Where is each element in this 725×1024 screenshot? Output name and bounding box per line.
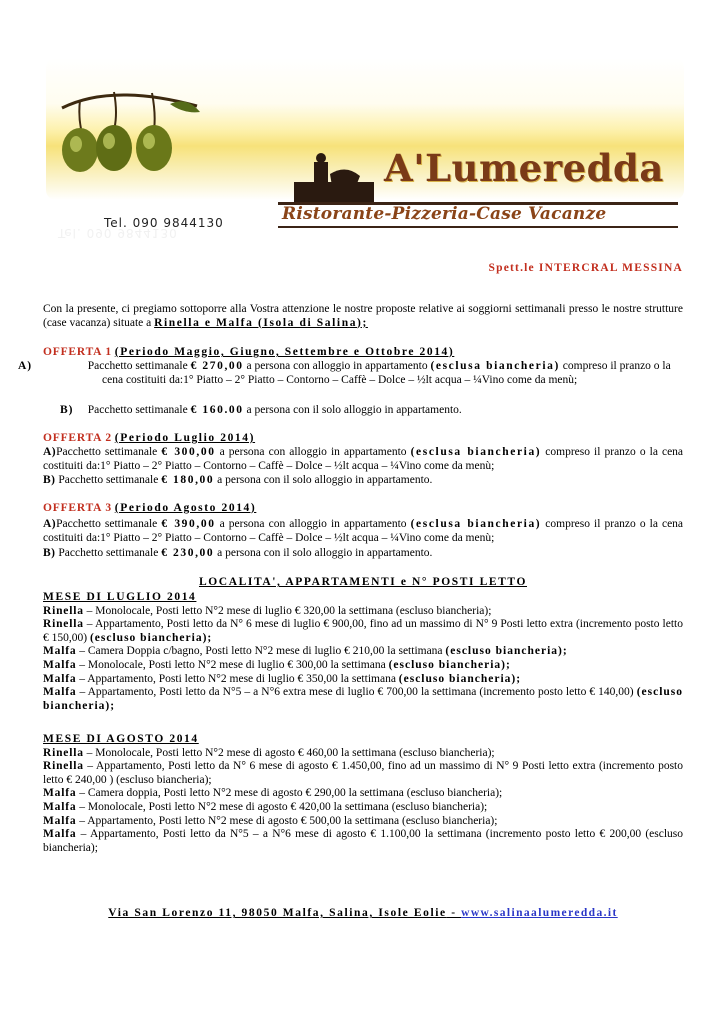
- july-section: [43, 591, 683, 713]
- intro-paragraph: Con la presente, ci pregiamo sottoporre alla Vostra attenzione le nostre proposte relative ai soggiorni settimanali presso le nostre strutture (case vacanza) situate a Rinella e Malfa (Isola di Salina);: [43, 303, 683, 329]
- brand-subtitle: Ristorante-Pizzeria-Case Vacanze: [282, 204, 607, 224]
- offer-3-a: A)Pacchetto settimanale € 390,00 a persona con alloggio in appartamento (esclusa biancheria) compreso il pranzo o la cena costituiti da:1° Piatto – 2° Piatto – Contorno – Caffè – Dolce – ½lt acqua – ¼Vino come da menù;: [43, 518, 684, 544]
- lamp-logo-icon: [294, 152, 374, 202]
- olive-branch-icon: [52, 78, 202, 188]
- list-item: Malfa – Monolocale, Posti letto N°2 mese di luglio € 300,00 la settimana (escluso biancheria);: [43, 658, 511, 671]
- offer-1-a: A) Pacchetto settimanale € 270,00 a persona con alloggio in appartamento (esclusa biancheria) compreso il pranzo o la cena costituiti da:1° Piatto – 2° Piatto – Contorno – Caffè – Dolce – ½lt acqua – ¼Vino come da menù;: [18, 360, 671, 386]
- august-section: [43, 733, 683, 855]
- footer-address: Via San Lorenzo 11, 98050 Malfa, Salina, Isole Eolie: [108, 907, 447, 919]
- offer-1-heading: OFFERTA 1 (Periodo Maggio, Giugno, Settembre e Ottobre 2014): [43, 346, 455, 358]
- list-item: Rinella – Monolocale, Posti letto N°2 mese di agosto € 460,00 la settimana (escluso biancheria);: [43, 746, 495, 759]
- list-item: Malfa – Appartamento, Posti letto N°2 mese di luglio € 350,00 la settimana (escluso biancheria);: [43, 672, 522, 685]
- list-item: Malfa – Monolocale, Posti letto N°2 mese di agosto € 420,00 la settimana (escluso biancheria);: [43, 800, 488, 813]
- offer-2-heading: OFFERTA 2 (Periodo Luglio 2014): [43, 432, 256, 444]
- telephone: Tel. 090 9844130: [104, 216, 224, 230]
- list-item: Rinella – Appartamento, Posti letto da N° 6 mese di luglio € 900,00, fino ad un massimo di N° 9 Posti letto extra (incremento posto letto € 150,00) (escluso biancheria);: [43, 618, 683, 644]
- footer: Via San Lorenzo 11, 98050 Malfa, Salina, Isole Eolie - www.salinaalumeredda.it: [108, 907, 618, 919]
- list-item: Rinella – Appartamento, Posti letto da N° 6 mese di agosto € 1.450,00, fino ad un massimo di N° 9 Posti letto extra (incremento posto letto € 240,00 ) (escluso biancheria);: [43, 760, 683, 786]
- locality-title: LOCALITA', APPARTAMENTI e N° POSTI LETTO: [198, 576, 528, 588]
- august-title: MESE DI AGOSTO 2014: [43, 733, 199, 745]
- list-item: Malfa – Camera Doppia c/bagno, Posti letto N°2 mese di luglio € 210,00 la settimana (escluso biancheria);: [43, 645, 568, 658]
- list-item: Rinella – Monolocale, Posti letto N°2 mese di luglio € 320,00 la settimana (escluso biancheria);: [43, 604, 492, 617]
- offer-3-b: B) Pacchetto settimanale € 230,00 a persona con il solo alloggio in appartamento.: [43, 547, 433, 559]
- list-item: Malfa – Camera doppia, Posti letto N°2 mese di agosto € 290,00 la settimana (escluso biancheria);: [43, 787, 503, 800]
- july-title: MESE DI LUGLIO 2014: [43, 591, 197, 603]
- website-link[interactable]: www.salinaalumeredda.it: [461, 907, 618, 919]
- offer-3-heading: OFFERTA 3 (Periodo Agosto 2014): [43, 502, 257, 514]
- list-item: Malfa – Appartamento, Posti letto da N°5 – a N°6 mese di agosto € 1.100,00 la settimana (incremento posto letto € 200,00 (escluso biancheria);: [43, 828, 683, 854]
- header-banner: [46, 58, 684, 230]
- recipient-line: Spett.le INTERCRAL MESSINA: [488, 262, 683, 274]
- list-item: Malfa – Appartamento, Posti letto da N°5 – a N°6 extra mese di luglio € 700,00 la settimana (incremento posto letto € 140,00) (escluso biancheria);: [43, 686, 684, 712]
- offer-2-b: B) Pacchetto settimanale € 180,00 a persona con il solo alloggio in appartamento.: [43, 474, 433, 486]
- banner-divider-bottom: [278, 226, 678, 228]
- offer-1-b: B) Pacchetto settimanale € 160.00 a persona con il solo alloggio in appartamento.: [60, 404, 462, 416]
- list-item: Malfa – Appartamento, Posti letto N°2 mese di agosto € 500,00 la settimana (escluso biancheria);: [43, 814, 498, 827]
- brand-name: A'Lumeredda: [384, 146, 664, 190]
- offer-2-a: A)Pacchetto settimanale € 300,00 a persona con alloggio in appartamento (esclusa biancheria) compreso il pranzo o la cena costituiti da:1° Piatto – 2° Piatto – Contorno – Caffè – Dolce – ½lt acqua – ¼Vino come da menù;: [43, 446, 684, 472]
- telephone-reflection: Tel. 090 9844130: [58, 226, 178, 240]
